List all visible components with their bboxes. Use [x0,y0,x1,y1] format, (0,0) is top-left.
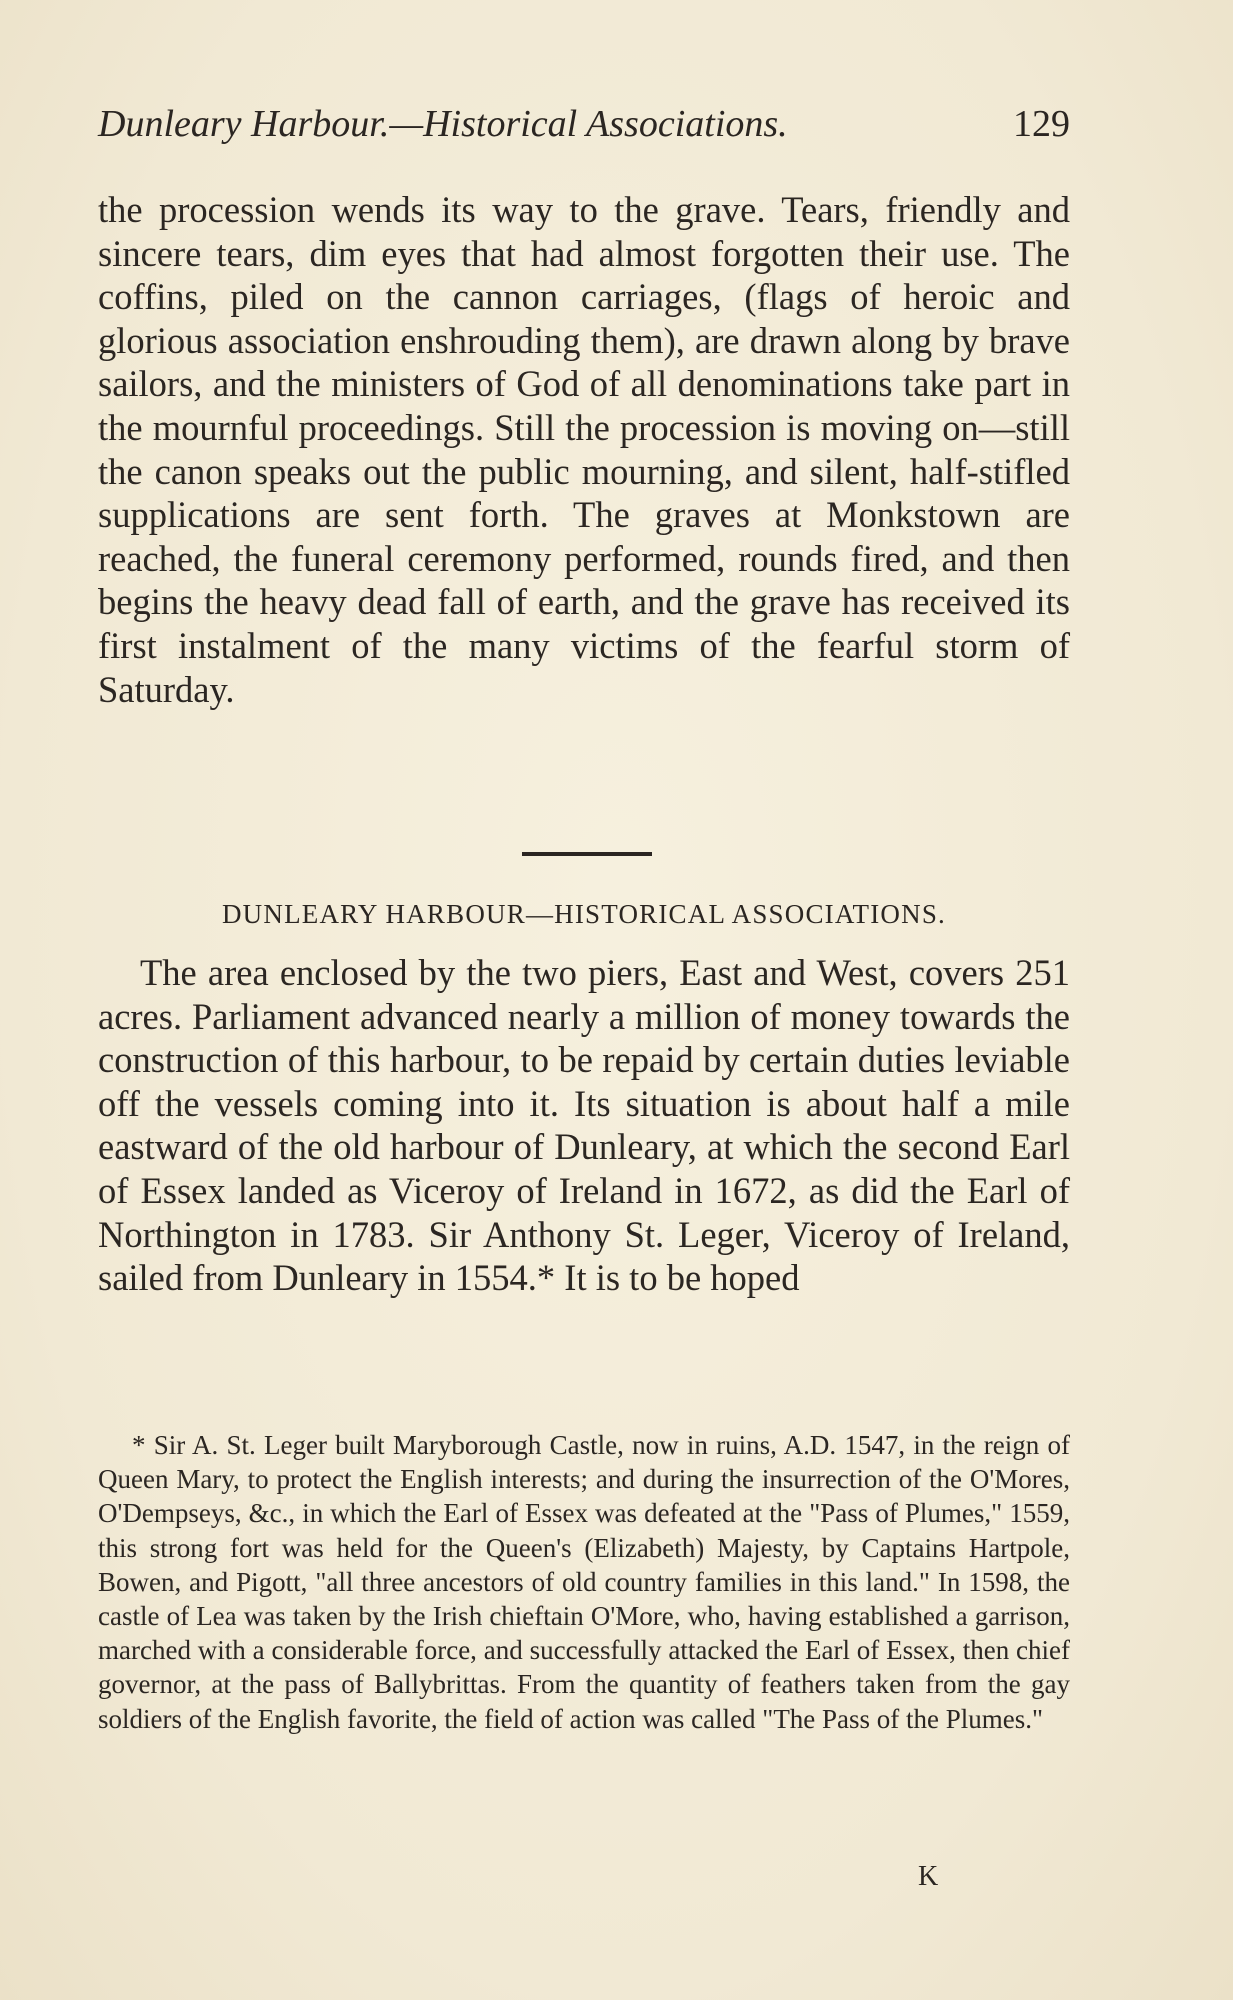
footnote: * Sir A. St. Leger built Maryborough Castle, now in ruins, A.D. 1547, in the reign of Queen Mary, to protect the English interests; and during the insurrection of the O'Mores, O'Dempseys, &c., in which the Earl of Essex was defeated at the "Pass of Plumes," 1559, this strong fort was held for the Queen's (Elizabeth) Majesty, by Captains Hartpole, Bowen, and Pigott, "all three ancestors of old country families in this land." In 1598, the castle of Lea was taken by the Irish chieftain O'More, who, having established a garrison, marched with a considerable force, and successfully attacked the Earl of Essex, then chief governor, at the pass of Ballybrittas. From the quantity of feathers taken from the gay soldiers of the English favorite, the field of action was called "The Pass of the Plumes." [98,1430,1070,1734]
section-divider-rule [522,852,652,856]
printer-signature-mark: K [918,1861,939,1892]
body-paragraph-harbour: The area enclosed by the two piers, East and West, covers 251 acres. Parliament advanced nearly a million of money towards the construction of this harbour, to be repaid by certain duties leviable off the vessels coming into it. Its situation is about half a mile eastward of the old harbour of Dunleary, at which the second Earl of Essex landed as Viceroy of Ireland in 1672, as did the Earl of Northington in 1783. Sir Anthony St. Leger, Viceroy of Ireland, sailed from Dunleary in 1554.* It is to be hoped [98,952,1070,1299]
page-number: 129 [1013,103,1070,145]
running-head [98,96,1070,152]
running-head-title: Dunleary Harbour.—Historical Associations. [98,103,788,145]
body-paragraph-procession: the procession wends its way to the grave. Tears, friendly and sincere tears, dim eyes that had almost forgotten their use. The coffins, piled on the cannon carriages, (flags of heroic and glorious association enshrouding them), are drawn along by brave sailors, and the ministers of God of all denominations take part in the mournful proceedings. Still the procession is moving on—still the canon speaks out the public mourning, and silent, half-stifled supplications are sent forth. The graves at Monkstown are reached, the funeral ceremony performed, rounds fired, and then begins the heavy dead fall of earth, and the grave has received its first instalment of the many victims of the fearful storm of Saturday. [98,189,1070,710]
section-heading: DUNLEARY HARBOUR—HISTORICAL ASSOCIATIONS. [221,899,946,929]
